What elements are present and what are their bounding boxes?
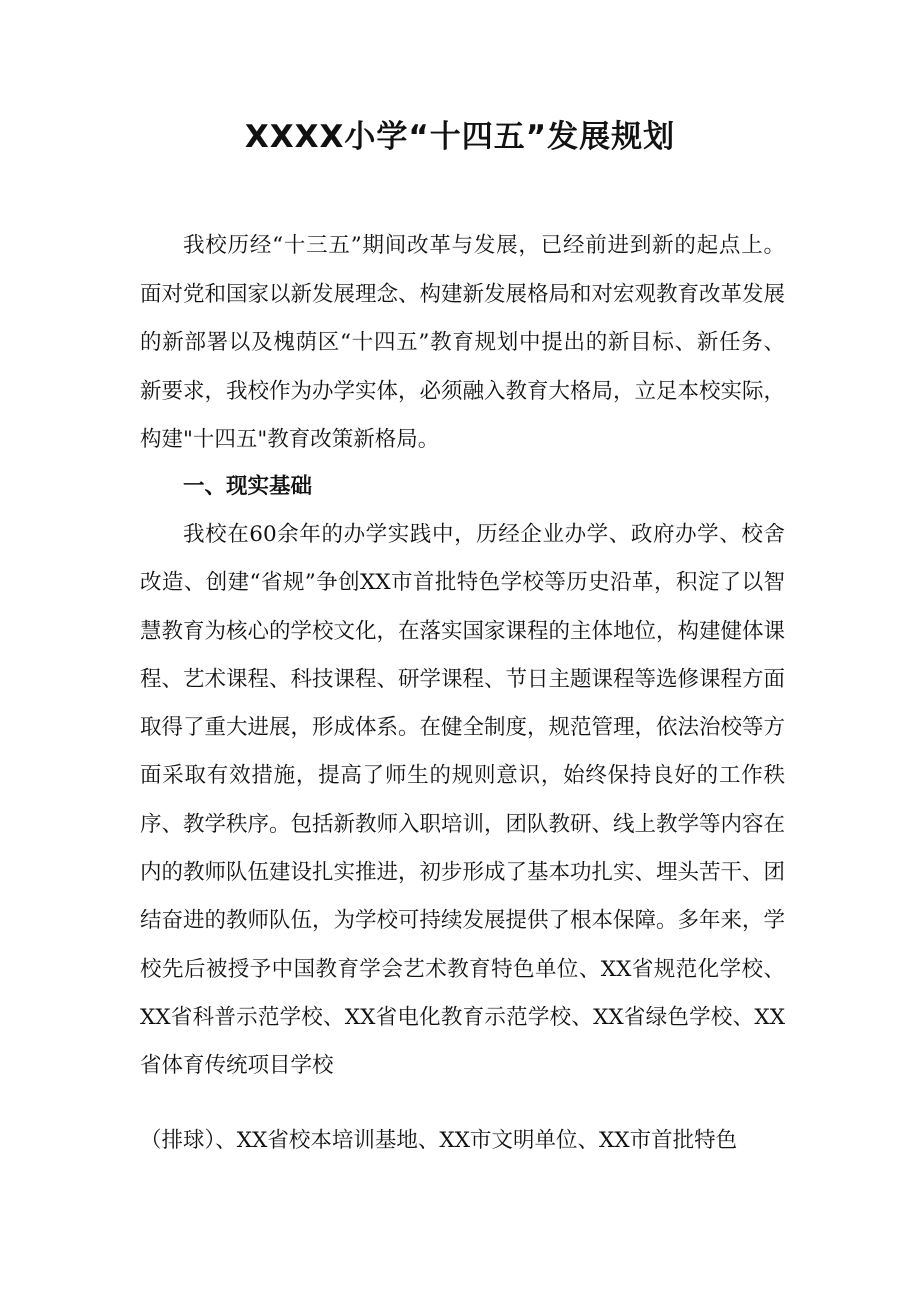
section-continued-paragraph: （排球）、XX省校本培训基地、XX市文明单位、XX市首批特色 [140,1128,738,1153]
intro-paragraph: 我校历经“十三五”期间改革与发展，已经前进到新的起点上。面对党和国家以新发展理念、构建新发展格局和对宏观教育改革发展的新部署以及槐荫区“十四五”教育规划中提出的新目标、新任务、新要求，我校作为办学实体，必须融入教育大格局，立足本校实际，构建"十四五"教育改策新格局。 [140,233,786,452]
section-heading-reality-basis: 一、现实基础 [183,474,313,499]
document-title: XXXX小学“十四五”发展规划 [244,119,676,155]
section-body-paragraph: 我校在60余年的办学实践中，历经企业办学、政府办学、校舍改造、创建“省规”争创XX市首批特色学校等历史沿革，积淀了以智慧教育为核心的学校文化，在落实国家课程的主体地位，构建健体课程、艺术课程、科技课程、研学课程、节日主题课程等选修课程方面取得了重大进展，形成体系。在健全制度，规范管理，依法治校等方面采取有效措施，提高了师生的规则意识，始终保持良好的工作秩序、教学秩序。包括新教师入职培训，团队教研、线上教学等内容在内的教师队伍建设扎实推进，初步形成了基本功扎实、埋头苦干、团结奋进的教师队伍，为学校可持续发展提供了根本保障。多年来，学校先后被授予中国教育学会艺术教育特色单位、XX省规范化学校、XX省科普示范学校、XX省电化教育示范学校、XX省绿色学校、XX省体育传统项目学校 [140,522,786,1079]
